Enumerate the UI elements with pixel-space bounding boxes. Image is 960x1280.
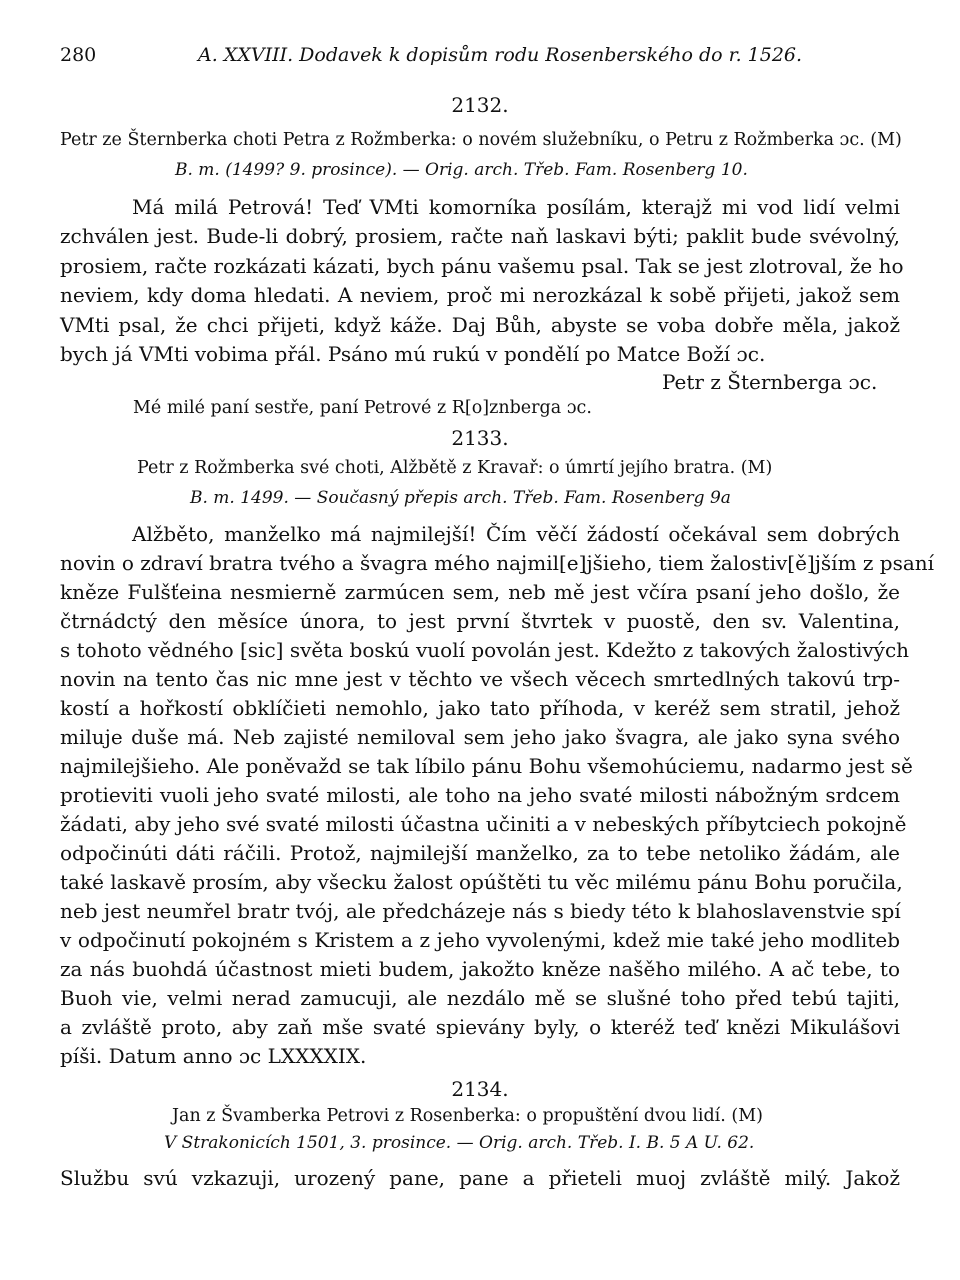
letter-line: za nás buohdá účastnost mieti budem, jakožto kněze našěho milého. A ač tebe, to [60, 957, 900, 981]
letter-line: kněze Fulšťeina nesmierně zarmúcen sem, neb mě jest včíra psaní jeho došlo, že [60, 580, 900, 604]
entry-source: V Strakonicích 1501, 3. prosince. — Orig. arch. Třeb. I. B. 5 A U. 62. [164, 1133, 755, 1153]
letter-line: Alžběto, manželko má najmilejší! Čím věčí žádostí očekával sem dobrých [132, 522, 900, 546]
entry-number: 2133. [451, 426, 509, 450]
entry-heading: Petr ze Šternberka choti Petra z Rožmberka: o novém služebníku, o Petru z Rožmberka ɔc. (M) [60, 130, 902, 150]
letter-line: také laskavě prosím, aby všecku žalost opúštěti tu věc milému pánu Bohu poručila, [60, 870, 903, 894]
letter-line: prosiem, račte rozkázati kázati, bych pánu vašemu psal. Tak se jest zlotroval, že ho [60, 254, 904, 278]
letter-line: v odpočinutí pokojném s Kristem a z jeho vyvolenými, kdež mie také jeho modliteb [60, 928, 900, 952]
signature: Petr z Šternberga ɔc. [662, 370, 878, 394]
letter-line: Buoh vie, velmi nerad zamucuji, ale nezdálo mě se slušné toho před tebú tajiti, [60, 986, 900, 1010]
letter-line: žádati, aby jeho své svaté milosti účastna učiniti a v nebeských příbytciech pokojně [60, 812, 907, 836]
entry-source: B. m. 1499. — Současný přepis arch. Třeb. Fam. Rosenberg 9a [190, 488, 731, 508]
running-title: A. XXVIII. Dodavek k dopisům rodu Rosenberského do r. 1526. [198, 44, 803, 66]
entry-heading: Jan z Švamberka Petrovi z Rosenberka: o propuštění dvou lidí. (M) [172, 1106, 763, 1126]
letter-line: píši. Datum anno ɔc LXXXXIX. [60, 1044, 367, 1068]
letter-line: s tohoto vědného [sic] světa boskú vuolí povolán jest. Kdežto z takových žalostivých [60, 638, 910, 662]
letter-line: a zvláště proto, aby zaň mše svaté spievány byly, o kteréž teď knězi Mikulášovi [60, 1015, 900, 1039]
letter-line: zchválen jest. Bude-li dobrý, prosiem, račte naň laskavi býti; paklit bude svévolný, [60, 224, 900, 248]
letter-line: čtrnádctý den měsíce února, to jest první štvrtek v puostě, den sv. Valentina, [60, 609, 900, 633]
letter-line: VMti psal, že chci přijeti, když káže. Daj Bůh, abyste se voba dobře měla, jakož [60, 313, 900, 337]
letter-line: najmilejšieho. Ale poněvažd se tak líbilo pánu Bohu všemohúciemu, nadarmo jest sě [60, 754, 913, 778]
entry-number: 2132. [451, 93, 509, 117]
entry-source: B. m. (1499? 9. prosince). — Orig. arch. Třeb. Fam. Rosenberg 10. [175, 160, 748, 180]
page-number: 280 [60, 44, 97, 66]
letter-line: kostí a hořkostí obklíčieti nemohlo, jako tato příhoda, v keréž sem stratil, jehož [60, 696, 900, 720]
letter-line: neb jest neumřel bratr tvój, ale předcházeje nás s biedy této k blahoslavenstvie spí [60, 899, 901, 923]
letter-line: novin na tento čas nic mne jest v těchto ve všech věcech smrtedlných takovú trp- [60, 667, 900, 691]
letter-line: miluje duše má. Neb zajisté nemiloval sem jeho jako švagra, ale jako syna svého [60, 725, 900, 749]
letter-line: odpočinúti dáti ráčili. Protož, najmilejší manželko, za to tebe netoliko žádám, ale [60, 841, 900, 865]
letter-line: neviem, kdy doma hledati. A neviem, proč mi nerozkázal k sobě přijeti, jakož sem [60, 283, 900, 307]
letter-line: Má milá Petrová! Teď VMti komorníka posílám, kterajž mi vod lidí velmi [132, 195, 900, 219]
letter-line: Službu svú vzkazuji, urozený pane, pane a přieteli muoj zvláště milý. Jakož [60, 1166, 900, 1190]
letter-line: novin o zdraví bratra tvého a švagra mého najmil[e]jšieho, tiem žalostiv[ě]jším z psaní [60, 551, 935, 575]
entry-number: 2134. [451, 1077, 509, 1101]
running-header [60, 44, 900, 74]
address-line: Mé milé paní sestře, paní Petrové z R[o]znberga ɔc. [133, 398, 592, 418]
letter-line: protieviti vuoli jeho svaté milosti, ale toho na jeho svaté milosti nábožným srdcem [60, 783, 900, 807]
entry-heading: Petr z Rožmberka své choti, Alžbětě z Kravař: o úmrtí jejího bratra. (M) [137, 458, 773, 478]
letter-line: bych já VMti vobima přál. Psáno mú rukú v pondělí po Matce Boží ɔc. [60, 342, 766, 366]
